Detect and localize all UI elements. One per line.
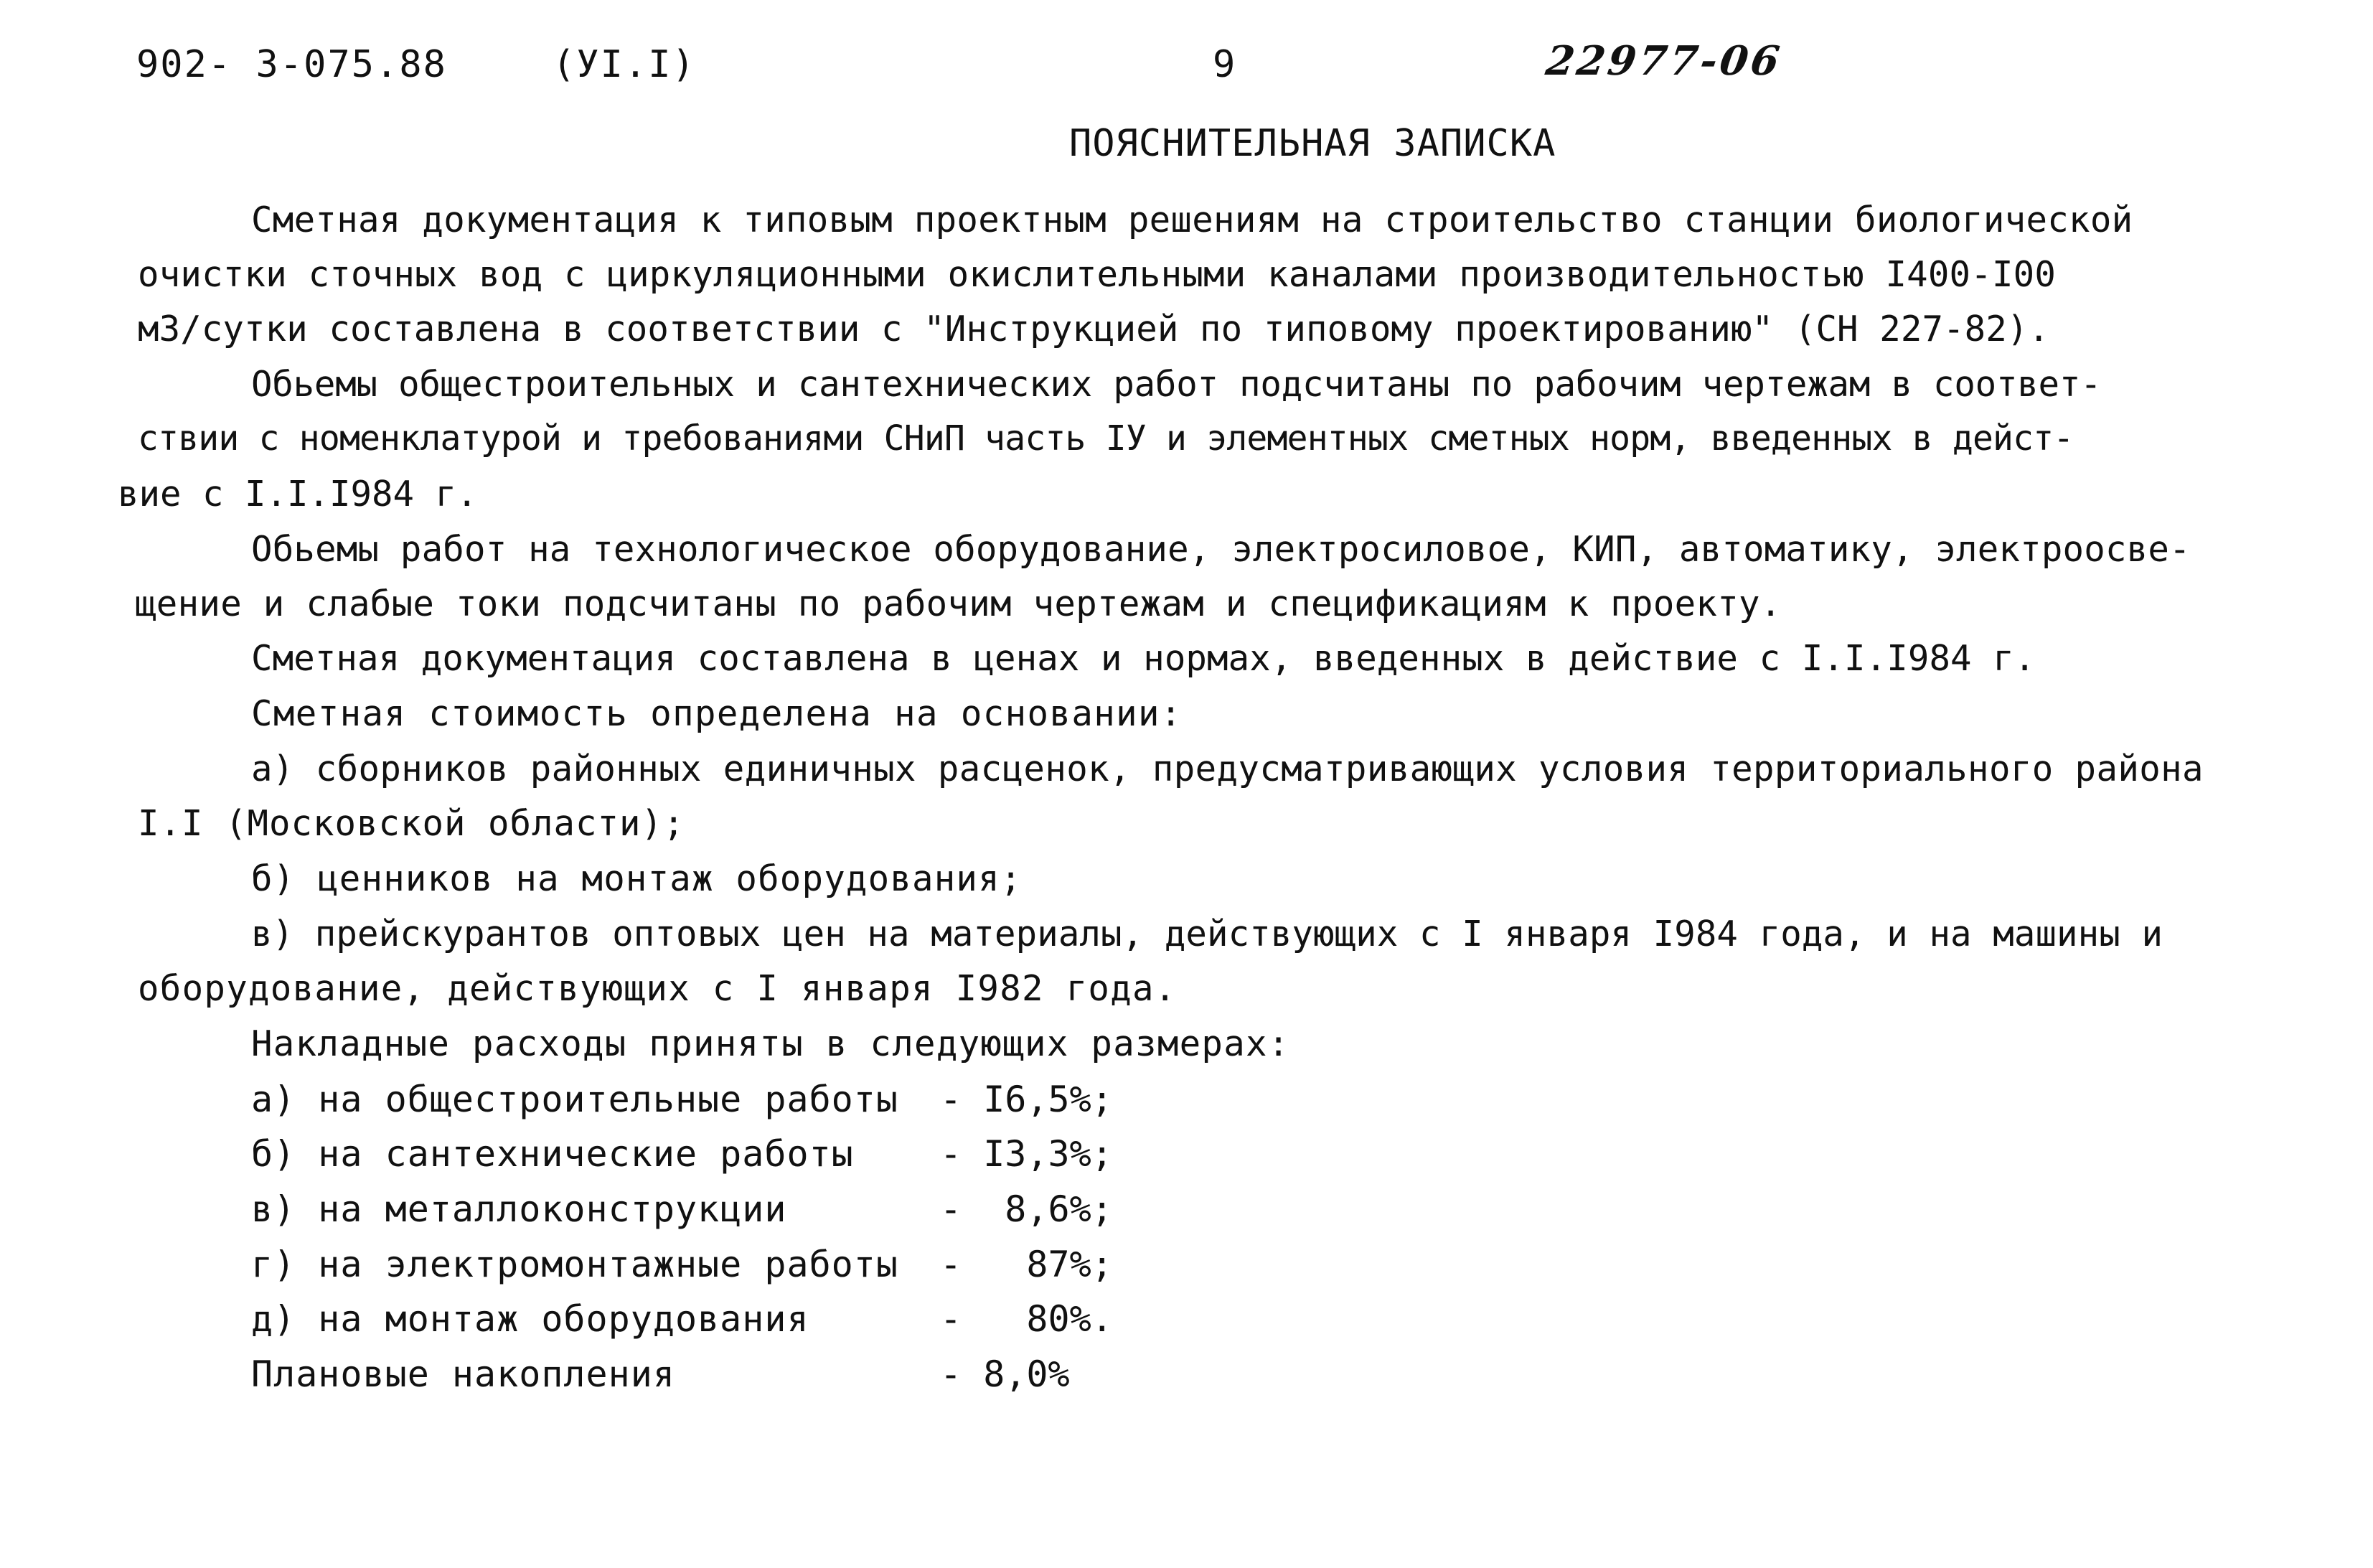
accruals-label: Плановые накопления — [251, 1353, 675, 1395]
doc-code: 902- 3-075.88 — [136, 43, 447, 86]
text-line: вие с I.I.I984 г. — [118, 474, 478, 515]
text-line: а) сборников районных единичных расценок, предусматривающих условия территориального района — [251, 748, 2204, 789]
overhead-label: в) на металлоконструкции — [251, 1188, 787, 1230]
overhead-value: - 8,6%; — [940, 1188, 1113, 1230]
overhead-label: б) на сантехнические работы — [251, 1133, 854, 1175]
overhead-value: - I6,5%; — [940, 1079, 1113, 1120]
text-line: оборудование, действующих с I января I982 года. — [138, 968, 1177, 1009]
overhead-label: а) на общестроительные работы — [251, 1079, 898, 1120]
text-line: Обьемы работ на технологическое оборудование, электросиловое, КИП, автоматику, электроосве- — [251, 529, 2191, 570]
page-title: ПОЯСНИТЕЛЬНАЯ ЗАПИСКА — [1069, 122, 1556, 165]
overhead-value: - 87%; — [940, 1244, 1113, 1285]
text-line: I.I (Московской области); — [138, 803, 685, 844]
text-line: Сметная документация составлена в ценах и нормах, введенных в действие с I.I.I984 г. — [251, 638, 2036, 679]
text-line: в) прейскурантов оптовых цен на материалы, действующих с I января I984 года, и на машины и — [251, 914, 2163, 954]
overhead-label: д) на монтаж оборудования — [251, 1298, 809, 1340]
page-number: 9 — [1213, 43, 1237, 86]
text-line: щение и слабые токи подсчитаны по рабочим чертежам и спецификациям к проекту. — [135, 583, 1782, 624]
text-line: очистки сточных вод с циркуляционными окислительными каналами производительностью I400-I00 — [138, 254, 2057, 295]
text-line: м3/сутки составлена в соответствии с "Инструкцией по типовому проектированию" (СН 227-82). — [138, 309, 2050, 349]
overhead-value: - I3,3%; — [940, 1133, 1113, 1175]
text-line: Накладные расходы приняты в следующих размерах: — [251, 1023, 1290, 1064]
text-line: Обьемы общестроительных и сантехнических работ подсчитаны по рабочим чертежам в соответ- — [251, 364, 2102, 405]
inventory-number: 22977-06 — [1543, 37, 1785, 85]
text-line: Сметная документация к типовым проектным решениям на строительство станции биологической — [251, 199, 2133, 240]
text-line: Сметная стоимость определена на основании: — [251, 693, 1183, 734]
overhead-label: г) на электромонтажные работы — [251, 1244, 898, 1285]
text-line: ствии с номенклатурой и требованиями СНиП часть IУ и элементных сметных норм, введенных в дейст- — [138, 418, 2074, 459]
text-line: б) ценников на монтаж оборудования; — [251, 858, 1023, 899]
overhead-value: - 80%. — [940, 1298, 1113, 1340]
accruals-value: - 8,0% — [940, 1353, 1070, 1395]
section-number: (УI.I) — [553, 43, 696, 86]
